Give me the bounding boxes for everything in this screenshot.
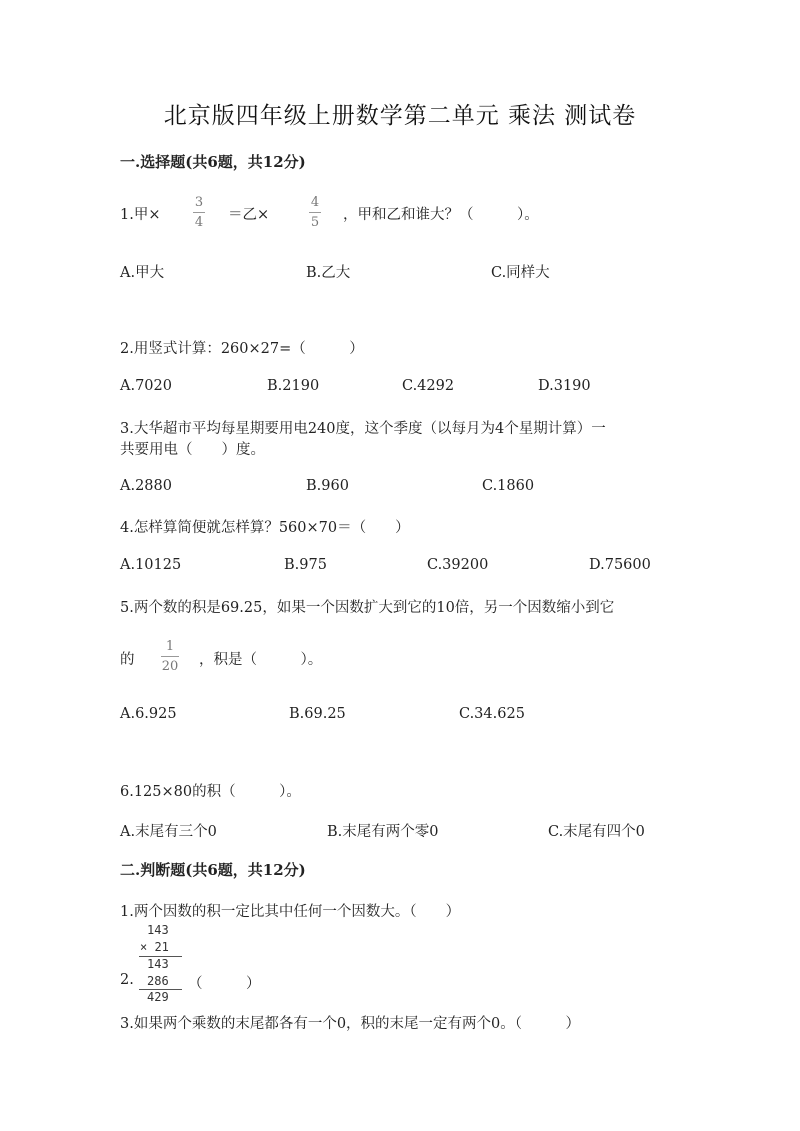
fraction-denominator: 5 xyxy=(310,215,320,230)
q5-text-b: ，积是（ ）。 xyxy=(199,652,323,668)
fraction-bar xyxy=(309,212,321,213)
q3-option-c[interactable]: C.1860 xyxy=(482,478,535,494)
judge-q2-label: 2. xyxy=(120,972,134,988)
vertical-partial-2: 286 xyxy=(147,974,169,988)
q5-text-line1: 5.两个数的积是69.25，如果一个因数扩大到它的10倍，另一个因数缩小到它 xyxy=(120,600,615,616)
q2-option-a[interactable]: A.7020 xyxy=(120,378,172,394)
q3-text-line1: 3.大华超市平均每星期要用电240度，这个季度（以每月为4个星期计算）一 xyxy=(120,421,606,437)
fraction-numerator: 4 xyxy=(310,195,320,210)
fraction-numerator: 1 xyxy=(165,639,175,654)
q5-option-a[interactable]: A.6.925 xyxy=(120,706,177,722)
q5-fraction xyxy=(161,639,179,674)
q3-option-a[interactable]: A.2880 xyxy=(120,478,172,494)
q5-text-a: 的 xyxy=(120,652,135,668)
q1-text-a: 1.甲× xyxy=(120,207,161,223)
q2-text: 2.用竖式计算：260×27=（ ） xyxy=(120,341,364,357)
fraction-denominator: 20 xyxy=(161,659,179,674)
q1-option-a[interactable]: A.甲大 xyxy=(120,265,165,281)
judge-q2-blank[interactable]: （ ） xyxy=(188,976,261,992)
q5-option-c[interactable]: C.34.625 xyxy=(459,706,525,722)
q1-option-c[interactable]: C.同样大 xyxy=(491,265,550,281)
q6-option-c[interactable]: C.末尾有四个0 xyxy=(548,824,645,840)
fraction-bar xyxy=(193,212,205,213)
q4-option-c[interactable]: C.39200 xyxy=(427,557,489,573)
judge-q1-text: 1.两个因数的积一定比其中任何一个因数大。（ ） xyxy=(120,904,461,920)
q1-text-c: ，甲和乙和谁大？（ ）。 xyxy=(343,207,539,223)
q4-text: 4.怎样算简便就怎样算？560×70＝（ ） xyxy=(120,520,410,536)
q4-option-b[interactable]: B.975 xyxy=(284,557,327,573)
q3-text-line2: 共要用电（ ）度。 xyxy=(120,442,265,458)
judge-q3-text: 3.如果两个乘数的末尾都各有一个0，积的末尾一定有两个0。（ ） xyxy=(120,1016,581,1032)
q1-fraction-1 xyxy=(193,195,205,230)
vertical-multiplier: × 21 xyxy=(140,940,169,954)
q1-text-b: ＝乙× xyxy=(228,207,270,223)
q6-option-b[interactable]: B.末尾有两个零0 xyxy=(327,824,439,840)
fraction-denominator: 4 xyxy=(194,215,204,230)
q5-option-b[interactable]: B.69.25 xyxy=(289,706,346,722)
q1-option-b[interactable]: B.乙大 xyxy=(306,265,351,281)
q4-option-a[interactable]: A.10125 xyxy=(120,557,182,573)
q3-option-b[interactable]: B.960 xyxy=(306,478,349,494)
q2-option-c[interactable]: C.4292 xyxy=(402,378,455,394)
vertical-partial-1: 143 xyxy=(147,957,169,971)
q6-text: 6.125×80的积（ ）。 xyxy=(120,784,301,800)
q4-option-d[interactable]: D.75600 xyxy=(589,557,651,573)
section-heading-choice: 一.选择题(共6题，共12分) xyxy=(120,153,306,171)
q1-fraction-2 xyxy=(309,195,321,230)
section-heading-judge: 二.判断题(共6题，共12分) xyxy=(120,861,306,879)
q2-option-d[interactable]: D.3190 xyxy=(538,378,591,394)
q2-option-b[interactable]: B.2190 xyxy=(267,378,320,394)
q6-option-a[interactable]: A.末尾有三个0 xyxy=(120,824,217,840)
vertical-top-number: 143 xyxy=(147,923,169,937)
fraction-bar xyxy=(161,656,179,657)
fraction-numerator: 3 xyxy=(194,195,204,210)
page-title: 北京版四年级上册数学第二单元 乘法 测试卷 xyxy=(163,103,637,129)
vertical-result: 429 xyxy=(147,990,169,1004)
